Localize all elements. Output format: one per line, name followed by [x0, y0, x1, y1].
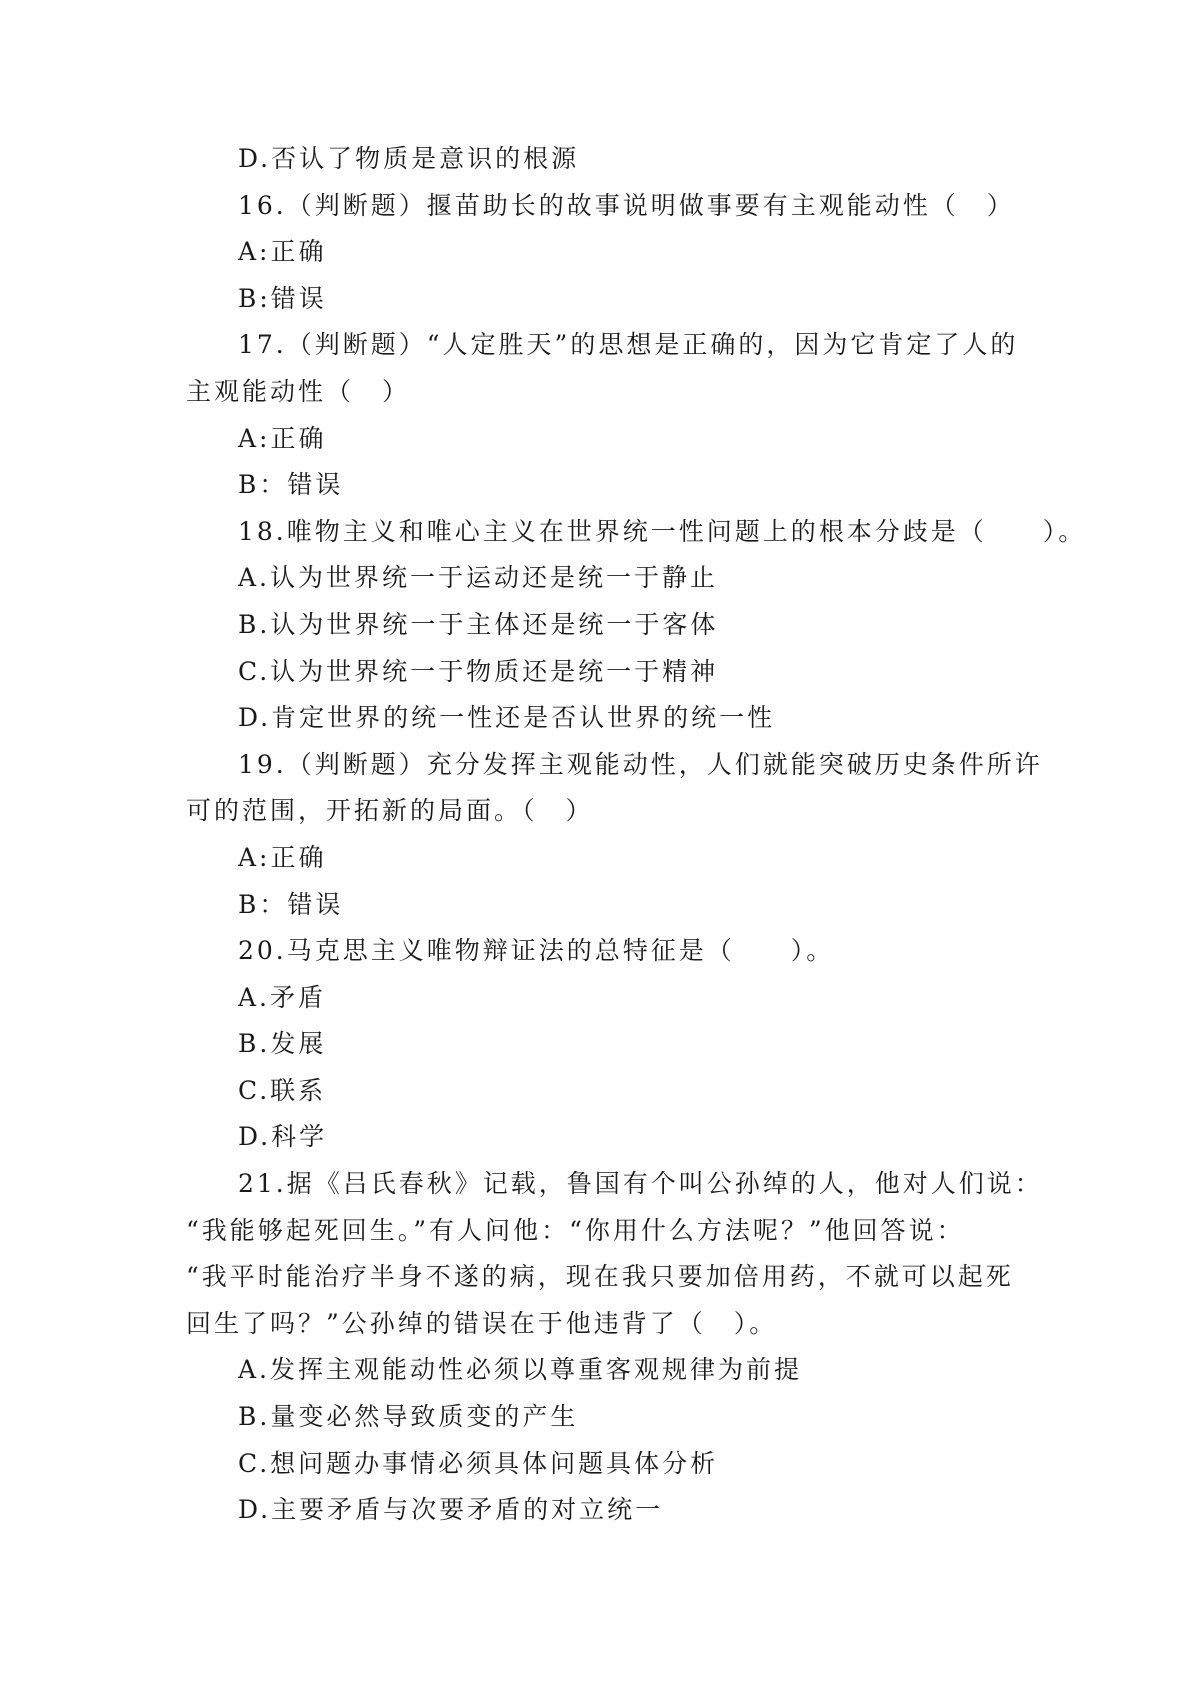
- question-20: 20.马克思主义唯物辩证法的总特征是（ ）。: [238, 936, 835, 966]
- option-c-q18: C.认为世界统一于物质还是统一于精神: [238, 656, 719, 686]
- option-a-q21: A.发挥主观能动性必须以尊重客观规律为前提: [238, 1355, 803, 1385]
- option-b-q17: B：错误: [238, 470, 344, 500]
- option-b-q21: B.量变必然导致质变的产生: [238, 1402, 579, 1432]
- question-21-continued-2: “我平时能治疗半身不遂的病，现在我只要加倍用药，不就可以起死: [186, 1262, 1014, 1292]
- option-b-q18: B.认为世界统一于主体还是统一于客体: [238, 609, 719, 639]
- option-a-q20: A.矛盾: [238, 982, 327, 1012]
- option-b-q16: B:错误: [238, 283, 327, 313]
- option-d-q20: D.科学: [238, 1122, 328, 1152]
- option-a-q18: A.认为世界统一于运动还是统一于静止: [238, 563, 719, 593]
- question-21-continued-1: “我能够起死回生。”有人问他：“你用什么方法呢？”他回答说：: [186, 1215, 965, 1245]
- question-19-continued: 可的范围，开拓新的局面。（ ）: [186, 796, 594, 826]
- question-16: 16.（判断题）揠苗助长的故事说明做事要有主观能动性（ ）: [238, 190, 1015, 220]
- option-c-q20: C.联系: [238, 1075, 327, 1105]
- question-21-continued-3: 回生了吗？”公孙绰的错误在于他违背了（ ）。: [186, 1308, 778, 1338]
- option-d-q15: D.否认了物质是意识的根源: [238, 144, 580, 173]
- question-19: 19.（判断题）充分发挥主观能动性，人们就能突破历史条件所许: [238, 749, 1043, 779]
- question-18: 18.唯物主义和唯心主义在世界统一性问题上的根本分歧是（ ）。: [238, 516, 1087, 546]
- option-a-q16: A:正确: [238, 237, 327, 267]
- option-a-q17: A:正确: [238, 423, 327, 453]
- option-b-q19: B：错误: [238, 889, 344, 919]
- question-17: 17.（判断题）“人定胜天”的思想是正确的，因为它肯定了人的: [238, 330, 1019, 360]
- document-body: [186, 136, 1087, 1534]
- option-c-q21: C.想问题办事情必须具体问题具体分析: [238, 1448, 719, 1478]
- question-17-continued: 主观能动性（ ）: [186, 376, 411, 406]
- option-d-q18: D.肯定世界的统一性还是否认世界的统一性: [238, 703, 776, 733]
- option-b-q20: B.发展: [238, 1029, 327, 1059]
- option-d-q21: D.主要矛盾与次要矛盾的对立统一: [238, 1495, 664, 1525]
- option-a-q19: A:正确: [238, 842, 327, 872]
- question-21: 21.据《吕氏春秋》记载，鲁国有个叫公孙绰的人，他对人们说：: [238, 1169, 1043, 1199]
